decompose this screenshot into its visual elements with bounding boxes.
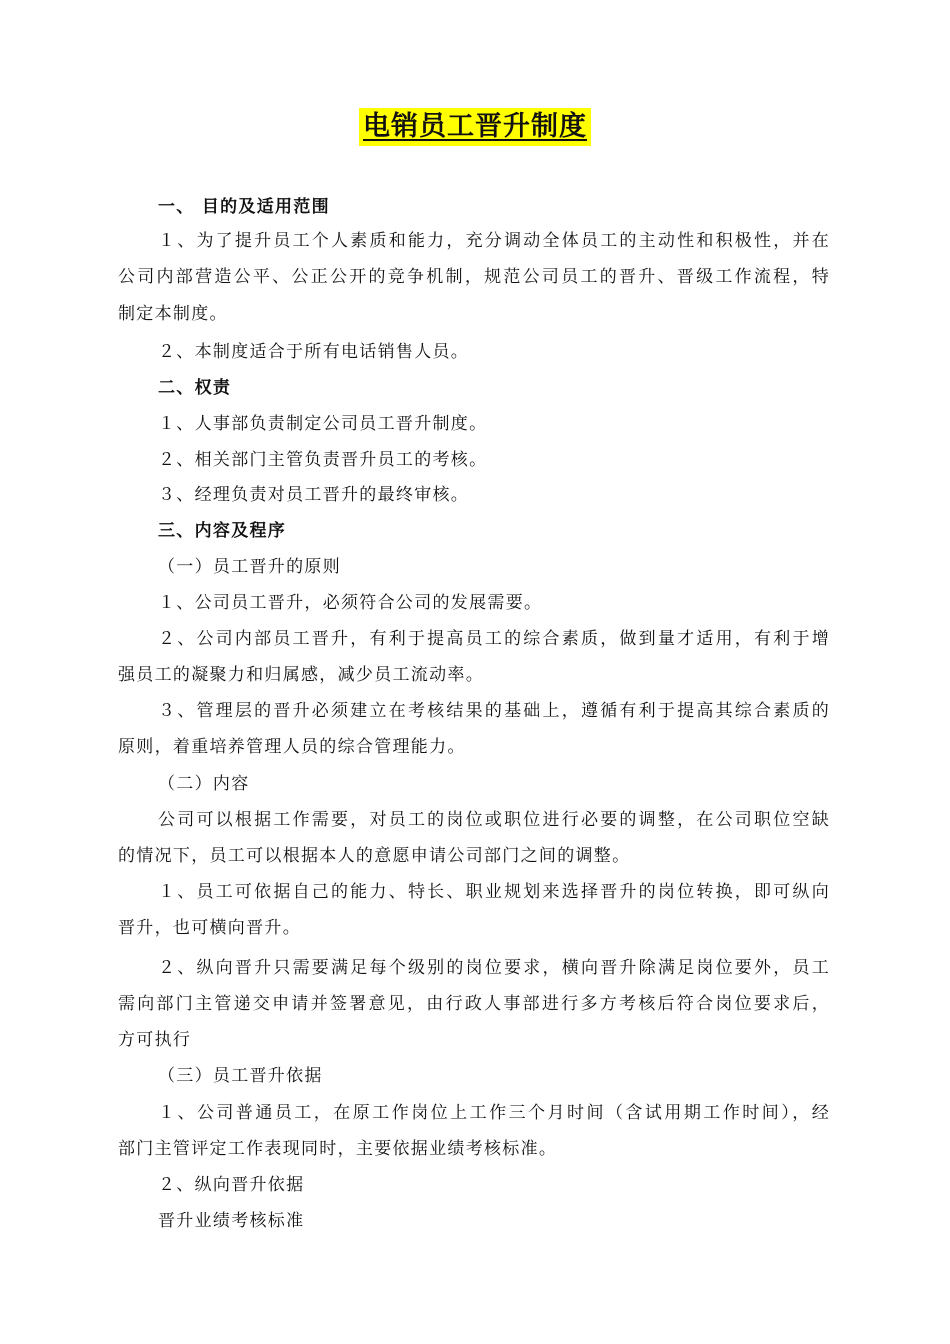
subsection-heading: （一）员工晋升的原则 — [158, 557, 341, 577]
subsection-heading: （二）内容 — [158, 774, 250, 794]
paragraph-line: ３、经理负责对员工晋升的最终审核。 — [158, 485, 470, 505]
paragraph-line: 公司可以根据工作需要，对员工的岗位或职位进行必要的调整，在公司职位空缺 — [158, 810, 830, 830]
paragraph-line: ２、纵向晋升只需要满足每个级别的岗位要求，横向晋升除满足岗位要外，员工 — [158, 958, 830, 978]
paragraph-line: 方可执行 — [118, 1030, 192, 1050]
paragraph-line: １、人事部负责制定公司员工晋升制度。 — [158, 414, 488, 434]
document-title: 电销员工晋升制度 — [359, 108, 591, 146]
paragraph-line: ２、本制度适合于所有电话销售人员。 — [158, 342, 470, 362]
paragraph-line: １、员工可依据自己的能力、特长、职业规划来选择晋升的岗位转换，即可纵向 — [158, 882, 830, 902]
paragraph-line: ２、相关部门主管负责晋升员工的考核。 — [158, 450, 488, 470]
section-heading-2: 二、权责 — [158, 378, 232, 398]
paragraph-line: 需向部门主管递交申请并签署意见，由行政人事部进行多方考核后符合岗位要求后， — [118, 994, 830, 1014]
paragraph-line: ３、管理层的晋升必须建立在考核结果的基础上，遵循有利于提高其综合素质的 — [158, 701, 830, 721]
paragraph-line: 部门主管评定工作表现同时，主要依据业绩考核标准。 — [118, 1139, 558, 1159]
paragraph-line: １、公司普通员工，在原工作岗位上工作三个月时间（含试用期工作时间），经 — [158, 1103, 830, 1123]
section-heading-1: 一、 目的及适用范围 — [158, 197, 330, 217]
paragraph-line: 原则，着重培养管理人员的综合管理能力。 — [118, 737, 466, 757]
paragraph-line: 的情况下，员工可以根据本人的意愿申请公司部门之间的调整。 — [118, 846, 631, 866]
paragraph-line: １、为了提升员工个人素质和能力，充分调动全体员工的主动性和积极性，并在 — [158, 231, 830, 251]
paragraph-line: １、公司员工晋升，必须符合公司的发展需要。 — [158, 593, 543, 613]
paragraph-line: 晋升，也可横向晋升。 — [118, 918, 301, 938]
paragraph-line: 晋升业绩考核标准 — [158, 1211, 305, 1231]
section-heading-3: 三、内容及程序 — [158, 521, 287, 541]
paragraph-line: 制定本制度。 — [118, 304, 228, 324]
paragraph-line: 公司内部营造公平、公正公开的竞争机制，规范公司员工的晋升、晋级工作流程，特 — [118, 267, 830, 287]
paragraph-line: ２、纵向晋升依据 — [158, 1175, 305, 1195]
subsection-heading: （三）员工晋升依据 — [158, 1066, 323, 1086]
paragraph-line: ２、公司内部员工晋升，有利于提高员工的综合素质，做到量才适用，有利于增 — [158, 629, 830, 649]
title-wrap — [0, 108, 950, 146]
paragraph-line: 强员工的凝聚力和归属感，减少员工流动率。 — [118, 665, 484, 685]
